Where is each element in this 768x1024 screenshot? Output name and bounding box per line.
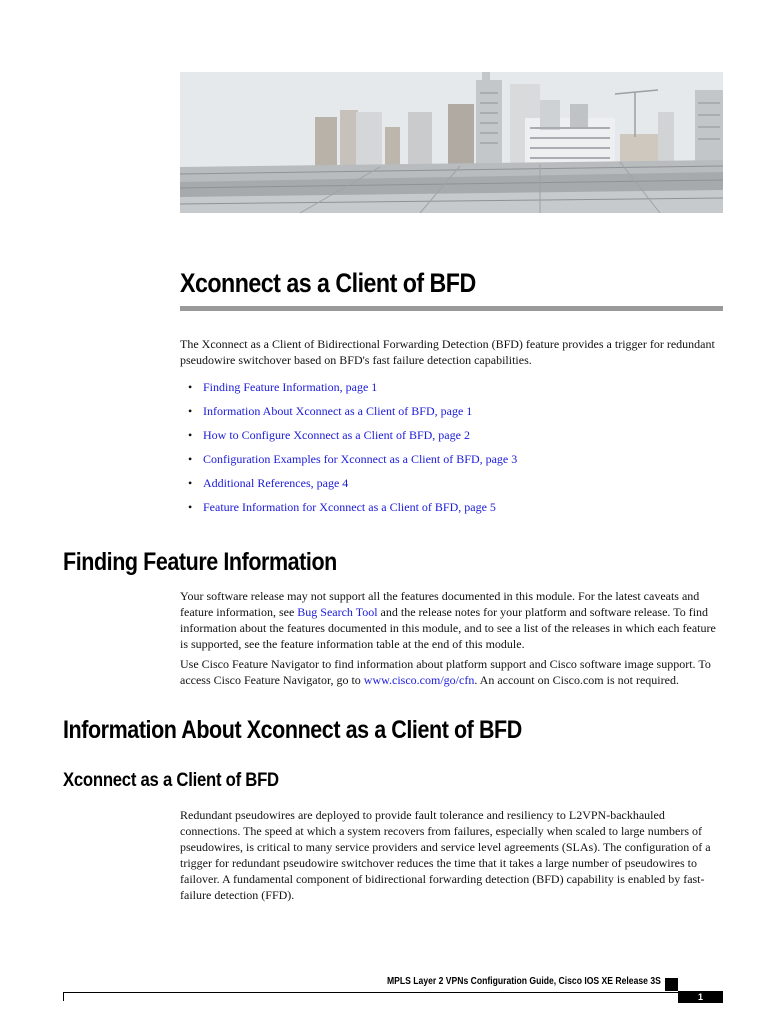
footer-rule	[63, 992, 678, 993]
info-paragraph: Redundant pseudowires are deployed to provide fault tolerance and resiliency to L2VPN-backhauled connections. The speed at which a system recovers from failures, especially when scaled to large numbers of pseudowires, is critical to many service providers and service level agreements (SLAs). The configuration of a trigger for redundant pseudowire switchover reduces the time that it takes a large number of pseudowires to failover. A fundamental component of bidirectional forwarding detection (BFD) capability is enabled by fast-failure detection (FFD).	[180, 808, 711, 902]
finding-text: . An account on Cisco.com is not required.	[474, 673, 679, 687]
toc-link[interactable]: Feature Information for Xconnect as a Client of BFD, page 5	[203, 500, 496, 514]
toc-link[interactable]: Additional References, page 4	[203, 476, 349, 490]
finding-text: and the release notes for your platform and software release. To find information about the features documented in this module, and to see a list of the releases in which each feature is supported, see the feature information table at the end of this module.	[180, 605, 716, 651]
cisco-cfn-link[interactable]: www.cisco.com/go/cfn	[363, 673, 475, 687]
toc-item[interactable]	[188, 427, 517, 451]
table-of-contents	[188, 379, 517, 523]
bug-search-tool-link[interactable]: Bug Search Tool	[297, 605, 378, 619]
bullet-icon: •	[188, 404, 193, 418]
toc-item[interactable]	[188, 475, 517, 499]
footer-marker	[665, 978, 678, 991]
finding-text: Your software release may not support all the features documented in this module. For the latest caveats and feature information, see	[180, 589, 700, 619]
page-title: Xconnect as a Client of BFD	[180, 268, 476, 298]
bullet-icon: •	[188, 428, 193, 442]
toc-item[interactable]	[188, 403, 517, 427]
section-heading-info: Information About Xconnect as a Client of BFD	[63, 716, 522, 744]
toc-link[interactable]: How to Configure Xconnect as a Client of BFD, page 2	[203, 428, 470, 442]
finding-text: Use Cisco Feature Navigator to find information about platform support and Cisco software image support. To access Cisco Feature Navigator, go to	[180, 657, 711, 687]
city-skyline-illustration	[180, 72, 723, 213]
page-number: 1	[678, 991, 723, 1003]
footer-tick	[63, 992, 64, 1001]
intro-paragraph: The Xconnect as a Client of Bidirectional Forwarding Detection (BFD) feature provides a trigger for redundant pseudowire switchover based on BFD's fast failure detection capabilities.	[180, 337, 715, 367]
subsection-heading: Xconnect as a Client of BFD	[63, 770, 279, 791]
finding-paragraph-1	[180, 588, 725, 652]
title-underline	[180, 306, 723, 311]
toc-item[interactable]	[188, 499, 517, 523]
toc-link[interactable]: Information About Xconnect as a Client of BFD, page 1	[203, 404, 473, 418]
toc-link[interactable]: Configuration Examples for Xconnect as a Client of BFD, page 3	[203, 452, 518, 466]
bullet-icon: •	[188, 476, 193, 490]
bullet-icon: •	[188, 380, 193, 394]
toc-link[interactable]: Finding Feature Information, page 1	[203, 380, 378, 394]
toc-item[interactable]	[188, 379, 517, 403]
bullet-icon: •	[188, 500, 193, 514]
toc-item[interactable]	[188, 451, 517, 475]
bullet-icon: •	[188, 452, 193, 466]
footer-guide-title: MPLS Layer 2 VPNs Configuration Guide, Cisco IOS XE Release 3S	[387, 976, 661, 987]
finding-paragraph-2	[180, 656, 725, 688]
section-heading-finding: Finding Feature Information	[63, 548, 337, 576]
banner-image	[180, 72, 723, 213]
